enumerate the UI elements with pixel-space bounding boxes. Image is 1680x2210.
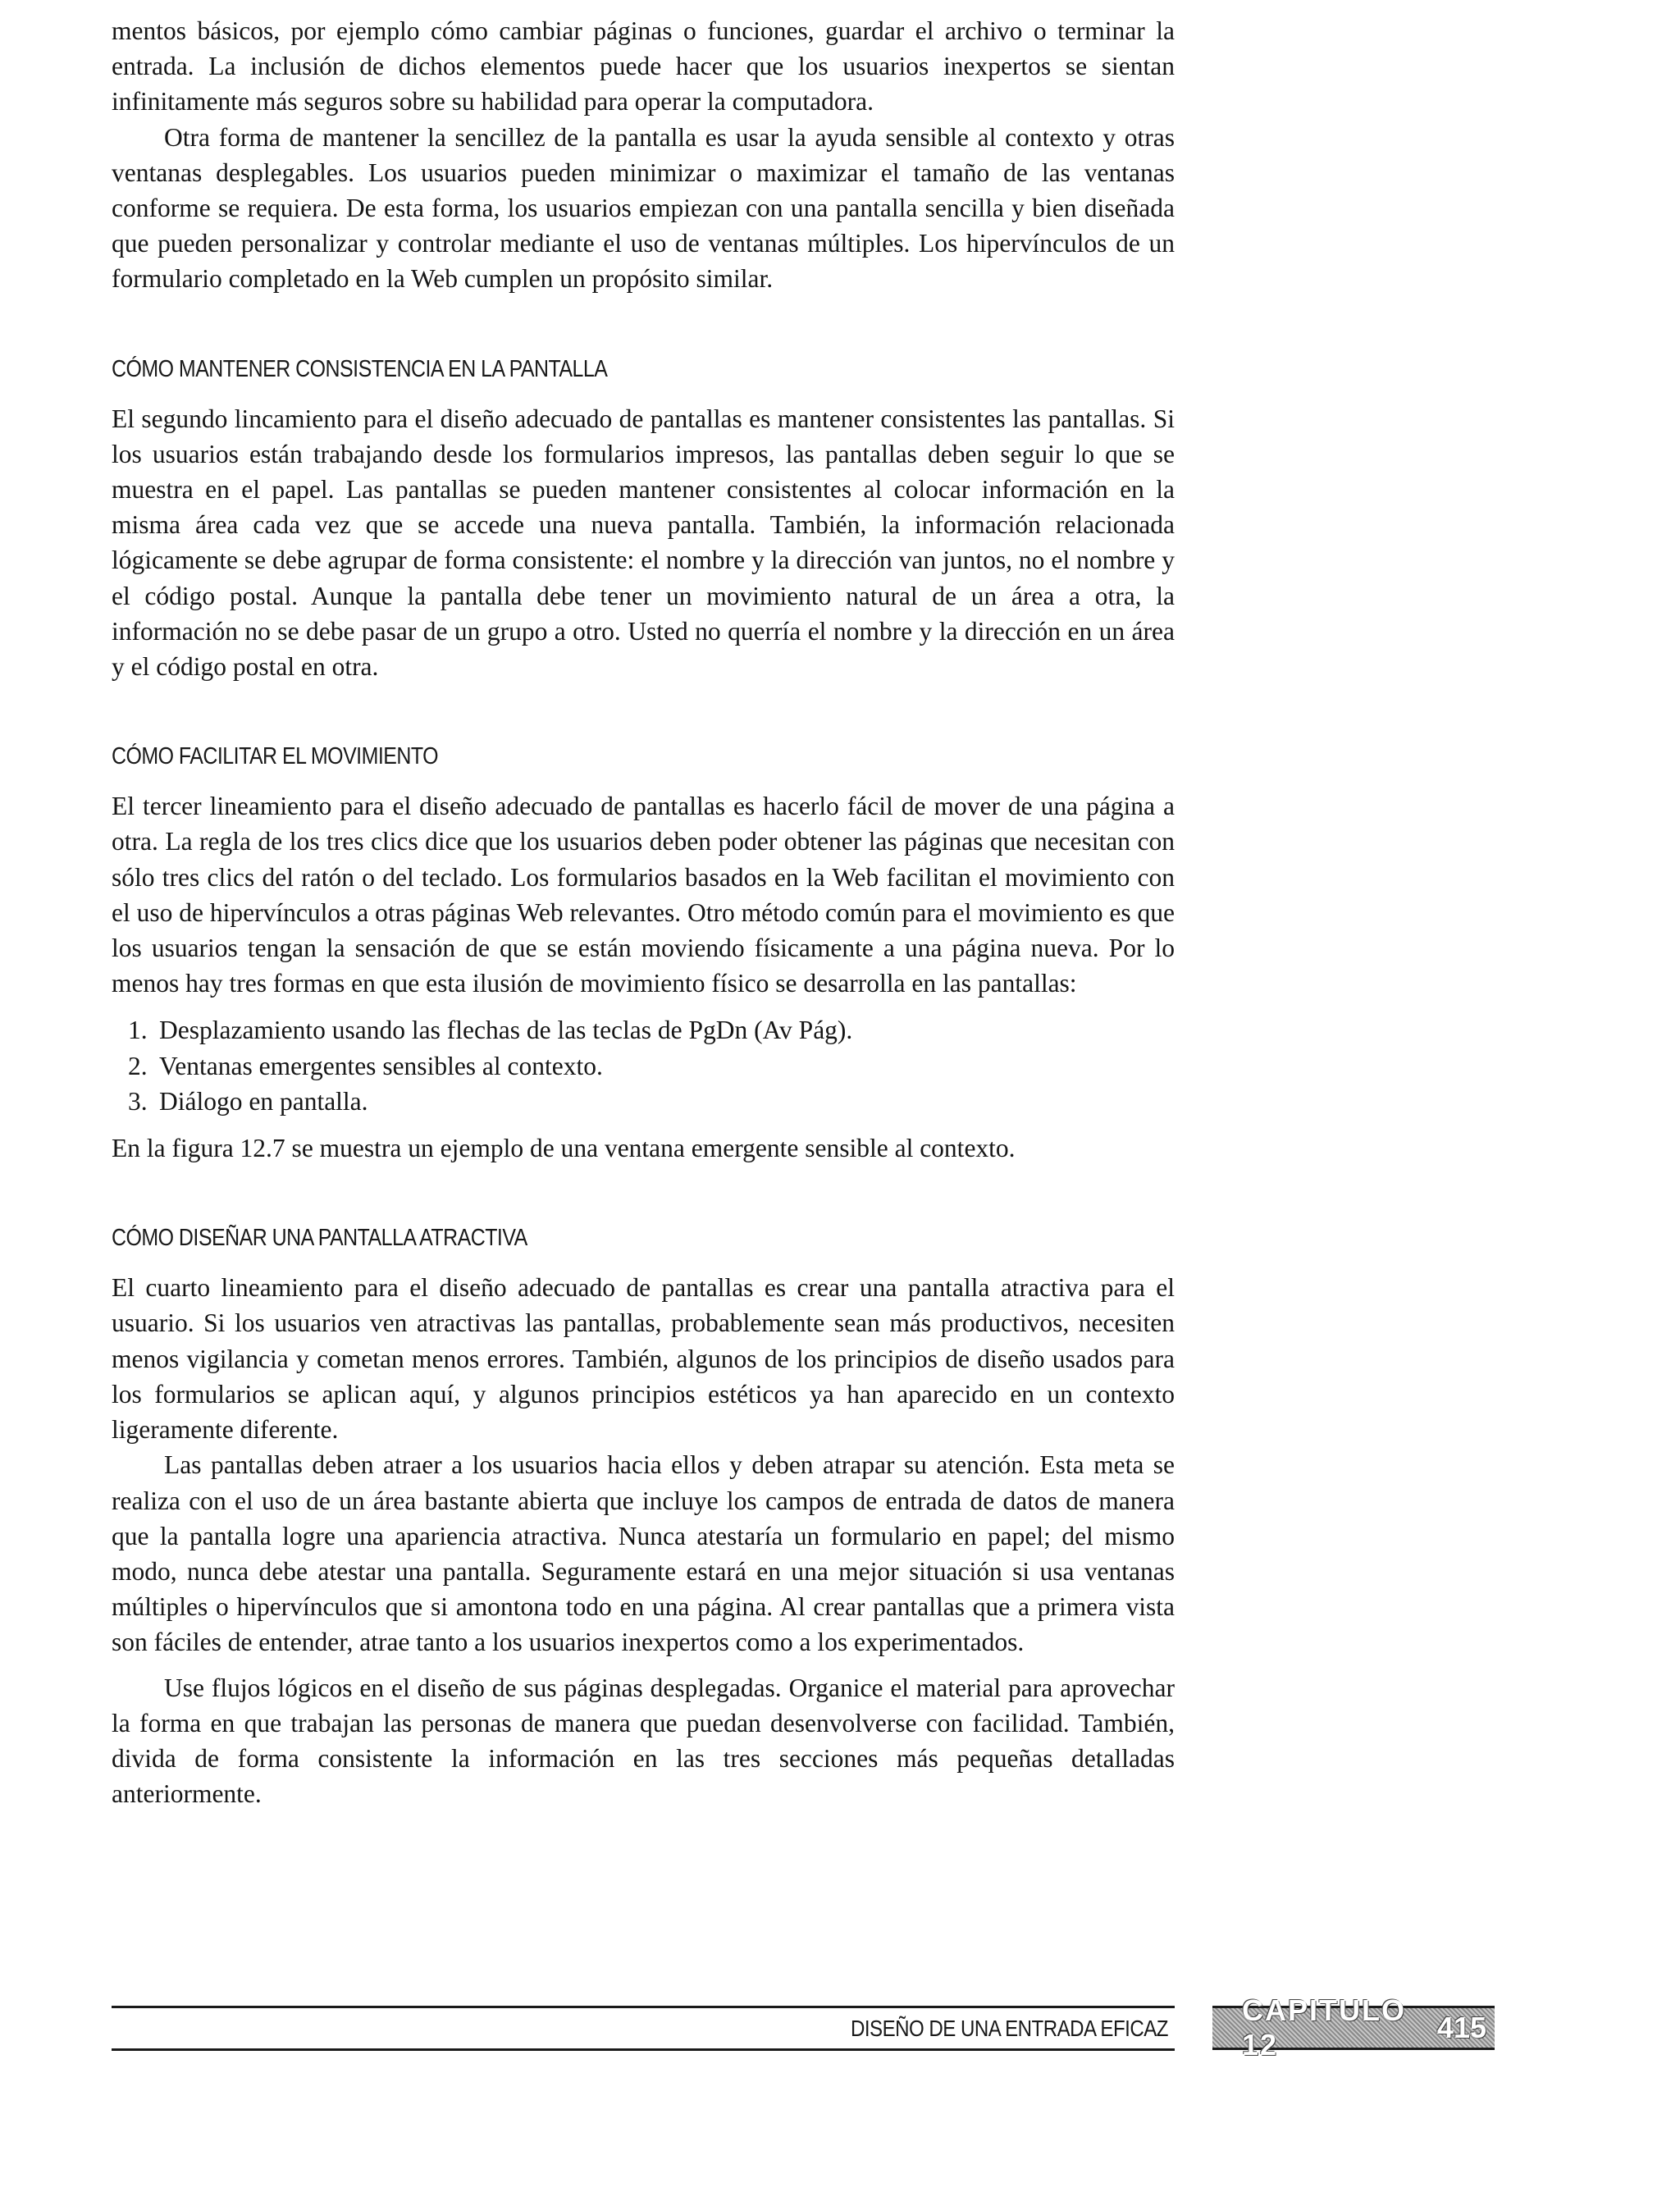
page-body [112, 13, 1175, 1811]
page-number: 415 [1436, 2011, 1486, 2044]
section-heading-consistency: CÓMO MANTENER CONSISTENCIA EN LA PANTALLA [112, 355, 608, 382]
movement-list [112, 1012, 1175, 1119]
page-footer [112, 1993, 1605, 2068]
intro-paragraph-1: mentos básicos, por ejemplo cómo cambiar páginas o funciones, guardar el archivo o terminar la entrada. La inclusión de dichos elementos puede hacer que los usuarios inexpertos se sientan infinitamente más seguros sobre su habilidad para operar la computadora. [112, 16, 1175, 116]
list-item: 3. Diálogo en pantalla. [128, 1086, 368, 1116]
section-heading-movement: CÓMO FACILITAR EL MOVIMIENTO [112, 743, 439, 770]
intro-paragraph-2: Otra forma de mantener la sencillez de la pantalla es usar la ayuda sensible al contexto y otras ventanas desplegables. Los usuarios pueden minimizar o maximizar el tamaño de las ventanas conforme se requiera. De esta forma, los usuarios empiezan con una pantalla sencilla y bien diseñada que pueden personalizar y controlar mediante el uso de ventanas múltiples. Los hipervínculos de un formulario completado en la Web cumplen un propósito similar. [112, 122, 1175, 294]
attractive-paragraph-2: Las pantallas deben atraer a los usuarios hacia ellos y deben atrapar su atención. Esta meta se realiza con el uso de un área bastante abierta que incluye los campos de entrada de datos de manera que la pantalla logre una apariencia atractiva. Nunca atestaría un formulario en papel; del mismo modo, nunca debe atestar una pantalla. Seguramente estará en una mejor situación si usa ventanas múltiples o hipervínculos que si amontona todo en una página. Al crear pantallas que a primera vista son fáciles de entender, atrae tanto a los usuarios inexpertos como a los experimentados. [112, 1450, 1175, 1657]
section-heading-attractive: CÓMO DISEÑAR UNA PANTALLA ATRACTIVA [112, 1225, 527, 1252]
consistency-paragraph: El segundo lincamiento para el diseño adecuado de pantallas es mantener consistentes las pantallas. Si los usuarios están trabajando desde los formularios impresos, las pantallas deben seguir lo que se muestra en el papel. Las pantallas se pueden mantener consistentes al colocar información en la misma área cada vez que se accede una nueva pantalla. También, la información relacionada lógicamente se debe agrupar de forma consistente: el nombre y la dirección van juntos, no el nombre y el código postal. Aunque la pantalla debe tener un movimiento natural de un área a otra, la información no se debe pasar de un grupo a otro. Usted no querría el nombre y la dirección en un área y el código postal en otra. [112, 404, 1175, 682]
attractive-paragraph-1: El cuarto lineamiento para el diseño adecuado de pantallas es crear una pantalla atractiva para el usuario. Si los usuarios ven atractivas las pantallas, probablemente sean más productivos, necesiten menos vigilancia y cometan menos errores. También, algunos de los principios de diseño usados para los formularios se aplican aquí, y algunos principios estéticos ya han aparecido en un contexto ligeramente diferente. [112, 1273, 1175, 1445]
list-item: 1. Desplazamiento usando las flechas de las teclas de PgDn (Av Pág). [128, 1016, 853, 1045]
chapter-tab [1212, 1993, 1495, 2062]
movement-paragraph: El tercer lineamiento para el diseño adecuado de pantallas es hacerlo fácil de mover de una página a otra. La regla de los tres clics dice que los usuarios deben poder obtener las páginas que necesitan con sólo tres clics del ratón o del teclado. Los formularios basados en la Web facilitan el movimiento con el uso de hipervínculos a otras páginas Web relevantes. Otro método común para el movimiento es que los usuarios tengan la sensación de que se están moviendo físicamente a una página nueva. Por lo menos hay tres formas en que esta ilusión de movimiento físico se desarrolla en las pantallas: [112, 792, 1175, 998]
footer-rule-bottom [112, 2048, 1175, 2051]
movement-figure-reference: En la figura 12.7 se muestra un ejemplo de una ventana emergente sensible al contexto. [112, 1134, 1016, 1163]
running-title: DISEÑO DE UNA ENTRADA EFICAZ [851, 2016, 1168, 2041]
footer-rule-top [112, 2006, 1175, 2008]
attractive-paragraph-3: Use flujos lógicos en el diseño de sus páginas desplegadas. Organice el material para aprovechar la forma en que trabajan las personas de manera que puedan desenvolverse con facilidad. También, divida de forma consistente la información en las tres secciones más pequeñas detalladas anteriormente. [112, 1673, 1175, 1809]
chapter-label: CAPITULO 12 [1242, 1993, 1406, 2062]
list-item: 2. Ventanas emergentes sensibles al contexto. [128, 1051, 603, 1080]
